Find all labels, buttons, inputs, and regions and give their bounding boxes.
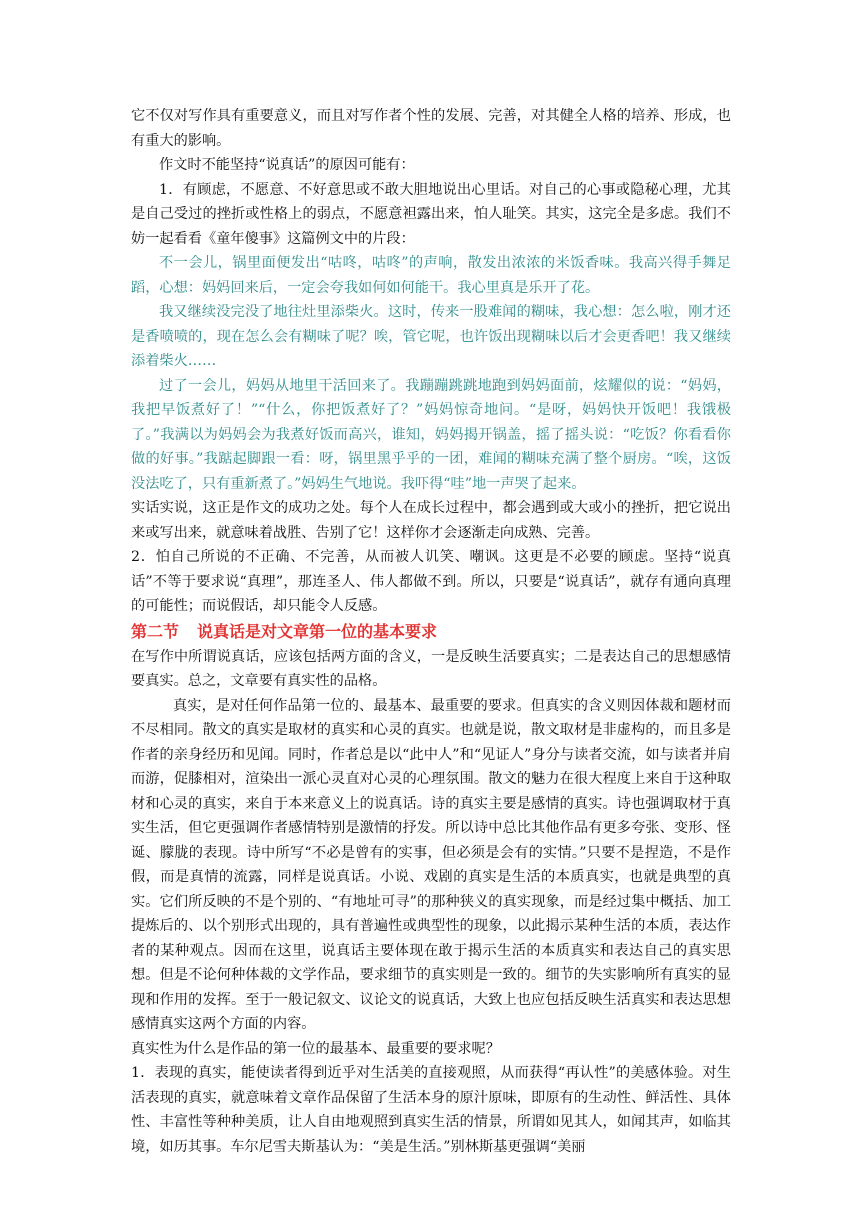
section-number: 第二节 — [131, 621, 180, 641]
paragraph: 作文时不能坚持“说真话”的原因可能有： — [159, 157, 415, 173]
document-page — [131, 104, 731, 1159]
paragraph: 真实性为什么是作品的第一位的最基本、最重要的要求呢？ — [131, 1040, 500, 1057]
paragraph: 真实，是对任何作品第一位的、最基本、最重要的要求。但真实的含义则因体裁和题材而不尽相同。散文的真实是取材的真实和心灵的真实。也就是说，散文取材是非虚构的，而且多是作者的亲身经历和见闻。同时，作者总是以“此中人”和“见证人”身分与读者交流，如与读者并肩而游，促膝相对，渲染出一派心灵直对心灵的心理氛围。散文的魅力在很大程度上来自于这种取材和心灵的真实，来自于本来意义上的说真话。诗的真实主要是感情的真实。诗也强调取材于真实生活，但它更强调作者感情特别是激情的抒发。所以诗中总比其他作品有更多夸张、变形、怪诞、朦胧的表现。诗中所写“不必是曾有的实事，但必须是会有的实情。”只要不是捏造，不是作假，而是真情的流露，同样是说真话。小说、戏剧的真实是生活的本质真实，也就是典型的真实。它们所反映的不是个别的、“有地址可寻”的那种狭义的真实现象，而是经过集中概括、加工提炼后的、以个别形式出现的，具有普遍性或典型性的现象，以此揭示某种生活的本质，表达作者的某种观点。因而在这里，说真话主要体现在敢于揭示生活的本质真实和表达自己的真实思想。但是不论何种体裁的文学作品，要求细节的真实则是一致的。细节的失实影响所有真实的显现和作用的发挥。至于一般记叙文、议论文的说真话，大致上也应包括反映生活真实和表达思想感情真实这两个方面的内容。 — [131, 697, 731, 1032]
section-title: 说真话是对文章第一位的基本要求 — [197, 621, 438, 641]
paragraph: 它不仅对写作具有重要意义，而且对写作者个性的发展、完善，对其健全人格的培养、形成，也有重大的影响。 — [131, 108, 731, 149]
paragraph: 1．表现的真实，能使读者得到近乎对生活美的直接观照，从而获得“再认性”的美感体验。对生活表现的真实，就意味着文章作品保留了生活本身的原汁原味，即原有的生动性、鲜活性、具体性、丰富性等种种美质，让人自由地观照到真实生活的情景，所谓如见其人，如闻其声，如临其境，如历其事。车尔尼雪夫斯基认为：“美是生活。”别林斯基更强调“美丽 — [131, 1065, 731, 1155]
paragraph: 2．怕自己所说的不正确、不完善，从而被人讥笑、嘲讽。这更是不必要的顾虑。坚持“说真话”不等于要求说“真理”，那连圣人、伟人都做不到。所以，只要是“说真话”，就存有通向真理的可能性；而说假话，却只能令人反感。 — [131, 549, 731, 614]
quoted-excerpt: 过了一会儿，妈妈从地里干活回来了。我蹦蹦跳跳地跑到妈妈面前，炫耀似的说：“妈妈，我把早饭煮好了！”“什么，你把饭煮好了？”妈妈惊奇地问。“是呀，妈妈快开饭吧！我饿极了。”我满以为妈妈会为我煮好饭而高兴，谁知，妈妈揭开锅盖，摇了摇头说：“吃饭？你看看你做的好事。”我踮起脚跟一看：呀，锅里黑乎乎的一团，难闻的糊味充满了整个厨房。“唉，这饭没法吃了，只有重新煮了。”妈妈生气地说。我吓得“哇”地一声哭了起来。 — [131, 377, 731, 492]
quoted-excerpt: 不一会儿，锅里面便发出“咕咚，咕咚”的声响，散发出浓浓的米饭香味。我高兴得手舞足蹈，心想：妈妈回来后，一定会夸我如何如何能干。我心里真是乐开了花。 — [131, 255, 731, 296]
section-heading — [131, 619, 731, 645]
paragraph: 在写作中所谓说真话，应该包括两方面的含义，一是反映生活要真实；二是表达自己的思想感情要真实。总之，文章要有真实性的品格。 — [131, 648, 731, 689]
paragraph: 1．有顾虑，不愿意、不好意思或不敢大胆地说出心里话。对自己的心事或隐秘心理，尤其是自己受过的挫折或性格上的弱点，不愿意袒露出来，怕人耻笑。其实，这完全是多虑。我们不妨一起看看《童年傻事》这篇例文中的片段： — [131, 181, 731, 247]
quoted-excerpt: 我又继续没完没了地往灶里添柴火。这时，传来一股难闻的糊味，我心想：怎么啦，刚才还是香喷喷的，现在怎么会有糊味了呢？唉，管它呢，也许饭出现糊味以后才会更香吧！我又继续添着柴火…… — [131, 304, 731, 369]
paragraph: 实话实说，这正是作文的成功之处。每个人在成长过程中，都会遇到或大或小的挫折，把它说出来或写出来，就意味着战胜、告别了它！这样你才会逐渐走向成熟、完善。 — [131, 500, 731, 541]
